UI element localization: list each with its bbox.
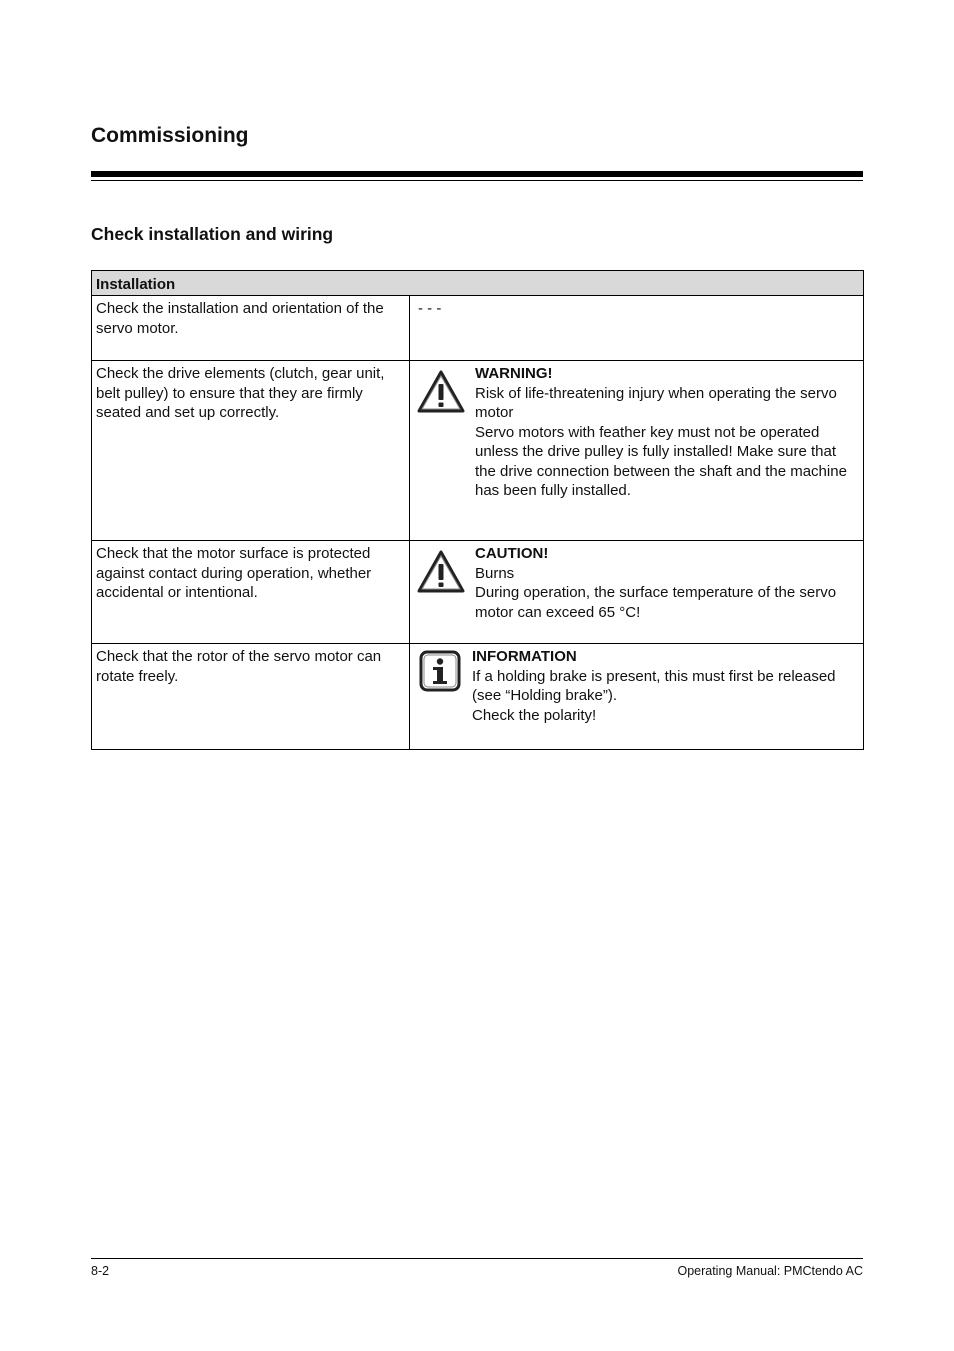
- check-cell: Check that the rotor of the servo motor can rotate freely.: [92, 644, 410, 750]
- title-rule-thin: [91, 180, 863, 181]
- page-title: Commissioning: [91, 124, 249, 147]
- table-row: [92, 644, 864, 750]
- table-header: Installation: [92, 271, 864, 296]
- caution-notice-cell: [410, 541, 864, 644]
- page-number: 8-2: [91, 1264, 110, 1278]
- table-header-row: [92, 271, 864, 296]
- table-row: [92, 296, 864, 361]
- notice-text: Servo motors with feather key must not be operated unless the drive pulley is fully installed! Make sure that the drive connection between the shaft and the machine has been fully installed.: [475, 423, 847, 499]
- notice-text: If a holding brake is present, this must first be released (see “Holding brake”).: [472, 667, 836, 704]
- information-icon: [419, 650, 461, 692]
- notice-text: Burns: [475, 564, 515, 582]
- notice-title: WARNING!: [475, 365, 553, 382]
- section-heading: Check installation and wiring: [91, 224, 334, 244]
- notice-text: Risk of life-threatening injury when operating the servo motor: [475, 384, 837, 421]
- document-title: Operating Manual: PMCtendo AC: [677, 1264, 863, 1278]
- information-notice-cell: [410, 644, 864, 750]
- empty-note: - - -: [418, 300, 442, 317]
- notice-title: INFORMATION: [472, 648, 577, 665]
- caution-notice: [410, 541, 863, 622]
- caution-triangle-icon: [416, 549, 466, 595]
- installation-table: [91, 270, 864, 750]
- notice-text: Check the polarity!: [472, 706, 597, 724]
- table-row: [92, 361, 864, 541]
- warning-notice-cell: [410, 361, 864, 541]
- check-cell: Check the drive elements (clutch, gear unit, belt pulley) to ensure that they are firmly seated and set up correctly.: [92, 361, 410, 541]
- warning-notice: [410, 361, 863, 501]
- check-cell: Check the installation and orientation of the servo motor.: [92, 296, 410, 361]
- notice-title: CAUTION!: [475, 545, 549, 562]
- footer-rule: [91, 1258, 863, 1259]
- note-cell: [410, 296, 864, 361]
- check-cell: Check that the motor surface is protected against contact during operation, whether accidental or intentional.: [92, 541, 410, 644]
- table-row: [92, 541, 864, 644]
- information-notice: [410, 644, 863, 725]
- warning-triangle-icon: [416, 369, 466, 415]
- notice-text: During operation, the surface temperature of the servo motor can exceed 65 °C!: [475, 584, 837, 621]
- title-rule-thick: [91, 171, 863, 177]
